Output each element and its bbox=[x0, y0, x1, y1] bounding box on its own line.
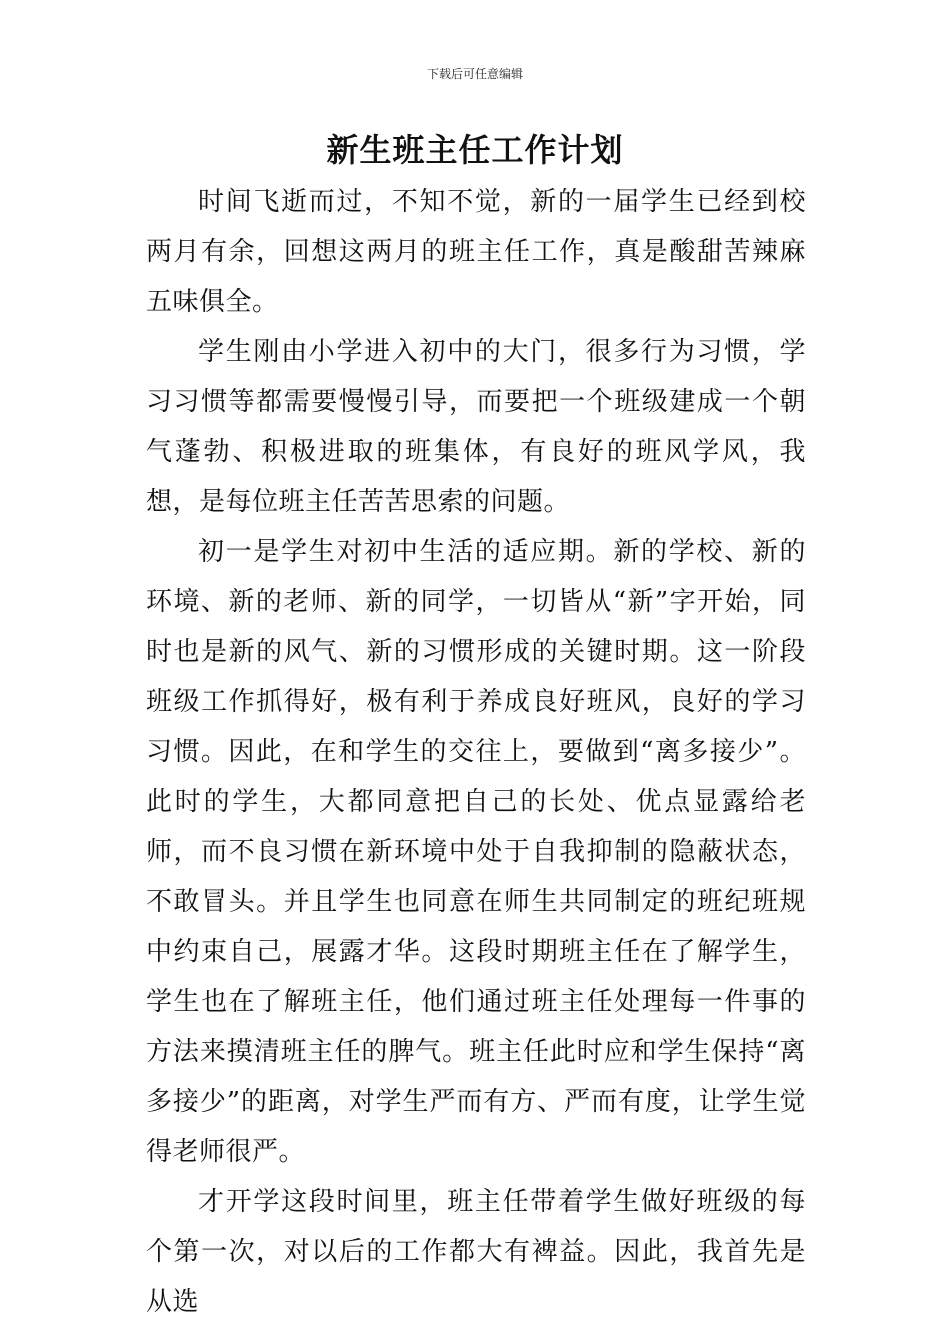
paragraph: 初一是学生对初中生活的适应期。新的学校、新的环境、新的老师、新的同学，一切皆从“新”字开始，同时也是新的风气、新的习惯形成的关键时期。这一阶段班级工作抓得好，极有利于养成良好班风，良好的学习习惯。因此，在和学生的交往上，要做到“离多接少”。此时的学生，大都同意把自己的长处、优点显露给老师，而不良习惯在新环境中处于自我抑制的隐蔽状态，不敢冒头。并且学生也同意在师生共同制定的班纪班规中约束自己，展露才华。这段时期班主任在了解学生，学生也在了解班主任，他们通过班主任处理每一件事的方法来摸清班主任的脾气。班主任此时应和学生保持“离多接少”的距离，对学生严而有方、严而有度，让学生觉得老师很严。 bbox=[146, 537, 806, 1167]
document-title: 新生班主任工作计划 bbox=[326, 131, 624, 169]
header-note: 下载后可任意编辑 bbox=[426, 67, 523, 81]
paragraph: 学生刚由小学进入初中的大门，很多行为习惯，学习习惯等都需要慢慢引导，而要把一个班级建成一个朝气蓬勃、积极进取的班集体，有良好的班风学风，我想，是每位班主任苦苦思索的问题。 bbox=[146, 337, 806, 517]
paragraph: 才开学这段时间里，班主任带着学生做好班级的每个第一次，对以后的工作都大有裨益。因此，我首先是从选 bbox=[146, 1187, 806, 1317]
document-body bbox=[146, 177, 806, 1327]
paragraph: 时间飞逝而过，不知不觉，新的一届学生已经到校两月有余，回想这两月的班主任工作，真是酸甜苦辣麻五味俱全。 bbox=[146, 187, 806, 317]
